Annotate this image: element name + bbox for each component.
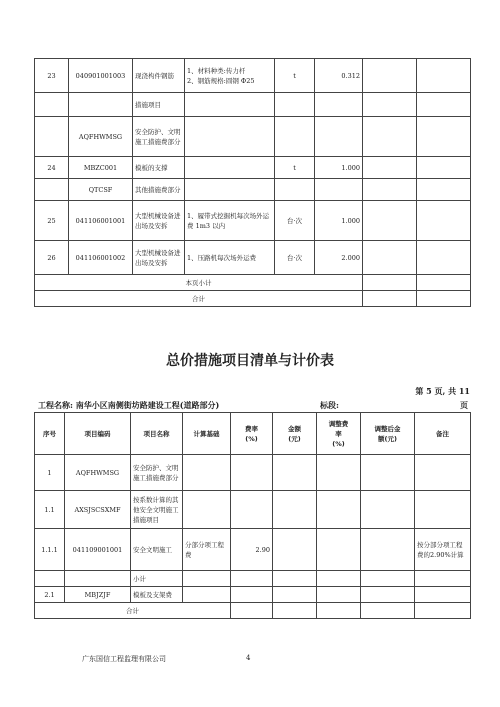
row-feature <box>185 93 275 117</box>
table-row <box>35 59 471 93</box>
row-note: 按分部分项工程费的2.90%计算 <box>415 529 471 571</box>
row-unit-price <box>363 201 417 241</box>
total-cell <box>361 603 415 619</box>
row-amount <box>273 455 317 491</box>
footer-company: 广东国信工程监理有限公司 <box>82 655 166 663</box>
row-feature <box>185 179 275 201</box>
page-info: 第 5 页, 共 11 <box>415 386 470 396</box>
row-code: MBJZJF <box>65 587 131 603</box>
table-row <box>35 571 471 587</box>
total-row <box>35 291 471 307</box>
row-unit: 台·次 <box>275 241 315 275</box>
row-seq <box>35 571 65 587</box>
row-base <box>183 587 231 603</box>
row-quantity: 2.000 <box>315 241 363 275</box>
row-seq: 24 <box>35 157 69 179</box>
row-base <box>183 491 231 529</box>
row-unit <box>275 179 315 201</box>
table-row <box>35 117 471 157</box>
row-name: 按系数计算的其他安全文明施工措施项目 <box>131 491 183 529</box>
row-unit: t <box>275 157 315 179</box>
row-amount <box>273 491 317 529</box>
row-seq: 1 <box>35 455 65 491</box>
column-header: 调整费 率 (%) <box>317 413 361 455</box>
column-header: 序号 <box>35 413 65 455</box>
row-amount <box>417 241 471 275</box>
row-rate <box>231 491 273 529</box>
table-row <box>35 201 471 241</box>
row-base <box>183 571 231 587</box>
row-unit-price <box>363 117 417 157</box>
row-code: QTCSF <box>69 179 133 201</box>
row-amount <box>273 529 317 571</box>
row-adj-rate <box>317 529 361 571</box>
row-note <box>415 491 471 529</box>
row-seq: 1.1.1 <box>35 529 65 571</box>
row-rate <box>231 455 273 491</box>
row-amount <box>417 201 471 241</box>
row-seq: 1.1 <box>35 491 65 529</box>
row-feature: 1、材料种类:传力杆 2、钢筋规格:圆钢 Φ25 <box>185 59 275 93</box>
row-amount <box>417 59 471 93</box>
total-price-measures-table <box>34 412 471 619</box>
row-code: MBZC001 <box>69 157 133 179</box>
page-subtotal-row-cell <box>417 275 471 291</box>
total-cell <box>231 603 273 619</box>
row-unit <box>275 93 315 117</box>
total-cell <box>317 603 361 619</box>
row-unit-price <box>363 59 417 93</box>
row-quantity <box>315 117 363 157</box>
row-amount <box>417 179 471 201</box>
table-row <box>35 491 471 529</box>
row-adj-rate <box>317 455 361 491</box>
table-row <box>35 179 471 201</box>
row-seq: 23 <box>35 59 69 93</box>
row-unit-price <box>363 93 417 117</box>
measure-items-table <box>34 58 471 307</box>
column-header: 项目名称 <box>131 413 183 455</box>
table-row <box>35 93 471 117</box>
page-subtotal-row-label: 本页小计 <box>35 275 363 291</box>
row-amount <box>417 157 471 179</box>
table-row <box>35 529 471 571</box>
row-base: 分部分项工程费 <box>183 529 231 571</box>
column-header: 项目编码 <box>65 413 131 455</box>
row-adj-rate <box>317 491 361 529</box>
row-code <box>69 93 133 117</box>
row-code: 041109001001 <box>65 529 131 571</box>
total-row-cell <box>363 291 417 307</box>
row-unit: 台·次 <box>275 201 315 241</box>
row-note <box>415 571 471 587</box>
row-adj-amount <box>361 529 415 571</box>
row-unit-price <box>363 241 417 275</box>
row-name: 安全防护、文明施工措施费部分 <box>133 117 185 157</box>
row-seq: 25 <box>35 201 69 241</box>
table-row <box>35 157 471 179</box>
column-header: 备注 <box>415 413 471 455</box>
row-name: 大型机械设备进出场及安拆 <box>133 201 185 241</box>
row-amount <box>273 587 317 603</box>
row-name: 安全文明施工 <box>131 529 183 571</box>
row-name: 小计 <box>131 571 183 587</box>
row-note <box>415 455 471 491</box>
row-adj-amount <box>361 491 415 529</box>
row-quantity: 0.312 <box>315 59 363 93</box>
total-cell <box>415 603 471 619</box>
total-cell <box>273 603 317 619</box>
row-code: 041106001002 <box>69 241 133 275</box>
column-header: 计算基础 <box>183 413 231 455</box>
row-code <box>65 571 131 587</box>
row-code: AQFHWMSG <box>69 117 133 157</box>
row-feature: 1、履带式挖掘机每次场外运费 1m3 以内 <box>185 201 275 241</box>
row-adj-rate <box>317 587 361 603</box>
row-adj-amount <box>361 587 415 603</box>
row-code: AQFHWMSG <box>65 455 131 491</box>
row-adj-rate <box>317 571 361 587</box>
row-amount <box>417 117 471 157</box>
row-note <box>415 587 471 603</box>
row-feature <box>185 117 275 157</box>
row-unit-price <box>363 157 417 179</box>
row-quantity: 1.000 <box>315 157 363 179</box>
row-rate <box>231 571 273 587</box>
page-subtotal-row-cell <box>363 275 417 291</box>
row-code: 040901001003 <box>69 59 133 93</box>
project-label: 工程名称: <box>38 400 73 410</box>
column-header: 调整后金 额(元) <box>361 413 415 455</box>
row-name: 其他措施费部分 <box>133 179 185 201</box>
table-row <box>35 241 471 275</box>
row-unit: t <box>275 59 315 93</box>
total-row-label: 合计 <box>35 291 363 307</box>
row-feature: 1、压路机每次场外运费 <box>185 241 275 275</box>
column-header: 费率 (%) <box>231 413 273 455</box>
table-row <box>35 455 471 491</box>
row-unit-price <box>363 179 417 201</box>
row-seq: 2.1 <box>35 587 65 603</box>
column-header: 金额 (元) <box>273 413 317 455</box>
row-quantity: 1.000 <box>315 201 363 241</box>
row-quantity <box>315 93 363 117</box>
row-rate <box>231 587 273 603</box>
total-row <box>35 603 471 619</box>
row-seq <box>35 93 69 117</box>
row-name: 措施项目 <box>133 93 185 117</box>
row-adj-amount <box>361 455 415 491</box>
row-code: AXSJSCSXMF <box>65 491 131 529</box>
total-row-cell <box>417 291 471 307</box>
row-amount <box>417 93 471 117</box>
row-rate: 2.90 <box>231 529 273 571</box>
row-amount <box>273 571 317 587</box>
row-name: 现浇构件钢筋 <box>133 59 185 93</box>
row-adj-amount <box>361 571 415 587</box>
page-subtotal-row <box>35 275 471 291</box>
project-name: 南华小区南侧街坊路建设工程(道路部分) <box>75 400 220 410</box>
section-label: 标段: <box>320 400 339 410</box>
project-line <box>38 400 470 411</box>
page-suffix: 页 <box>460 400 468 410</box>
row-unit <box>275 117 315 157</box>
total-label: 合计 <box>35 603 231 619</box>
row-name: 安全防护、文明施工措施费部分 <box>131 455 183 491</box>
page-title: 总价措施项目清单与计价表 <box>166 353 334 369</box>
row-code: 041106001001 <box>69 201 133 241</box>
row-name: 模板的支撑 <box>133 157 185 179</box>
row-seq <box>35 117 69 157</box>
row-seq <box>35 179 69 201</box>
footer-page-number: 4 <box>246 654 251 662</box>
row-quantity <box>315 179 363 201</box>
table-row <box>35 587 471 603</box>
row-name: 模板及支架费 <box>131 587 183 603</box>
row-feature <box>185 157 275 179</box>
row-seq: 26 <box>35 241 69 275</box>
row-base <box>183 455 231 491</box>
row-name: 大型机械设备进出场及安拆 <box>133 241 185 275</box>
